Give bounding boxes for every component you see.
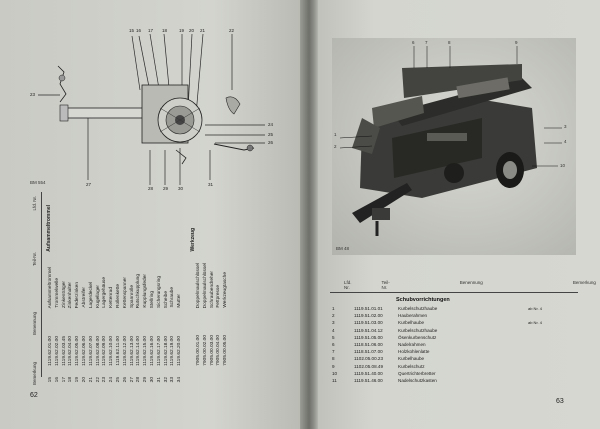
col-header: Teil-Nr.	[32, 252, 37, 267]
cell-nr: 7	[332, 349, 335, 355]
callout-label: 16	[136, 28, 142, 33]
cell-part: 1119.51.02.00	[354, 313, 383, 319]
cell-nr: 2	[332, 313, 335, 319]
cell-desc: Kurbelhaube	[398, 320, 425, 326]
cell-part: 1118.51.07.00	[354, 349, 383, 355]
cell-desc: Kurbelschutzhaube	[398, 306, 438, 311]
cell-part: 1119.62.18.00	[163, 336, 169, 366]
cell-remark	[528, 355, 568, 362]
cell-nr: 8	[332, 356, 335, 362]
photo-callout: 2	[334, 144, 337, 149]
cell-part: 1119.62.17.00	[156, 336, 162, 366]
cell-part: 1119.51.05.00	[354, 334, 383, 340]
callout-label: 26	[268, 140, 274, 145]
callout-label: 20	[189, 28, 195, 33]
cell-desc: Kurbelschutz	[398, 363, 425, 369]
cell-nr: 15	[48, 376, 53, 382]
callout-label: 19	[179, 28, 185, 33]
cell-part: 7905.00.05.00	[223, 335, 229, 366]
callout-label: 23	[30, 92, 36, 97]
section-title: Schubvorrichtungen	[396, 297, 450, 303]
section-title: Werkzeug	[190, 228, 196, 252]
photo-callout: 9	[515, 40, 518, 45]
cell-remark	[528, 370, 568, 377]
col-header: Teil-Nr.	[381, 280, 390, 290]
callout-label: 28	[148, 186, 154, 191]
cell-desc: Doppelmaulschlüssel	[202, 262, 208, 308]
cell-desc: Kupplungsfeder	[143, 274, 149, 308]
cell-nr: 9	[332, 363, 335, 369]
cell-nr: 25	[116, 376, 121, 382]
table-row	[330, 348, 578, 355]
cell-part: 1119.51.40.00	[354, 370, 383, 376]
callout-label: 22	[229, 28, 235, 33]
cell-nr: 10	[332, 370, 338, 376]
table-row	[330, 334, 578, 341]
col-header: Bemerkung	[572, 280, 596, 285]
cell-part: 1119.62.03.45	[61, 336, 67, 366]
cell-nr: 19	[75, 376, 81, 382]
cell-desc: Hauberahmen	[398, 313, 428, 319]
callout-label: 30	[178, 186, 184, 191]
cell-remark: ab Nr. 4	[528, 320, 543, 326]
cell-nr: 30	[150, 376, 155, 382]
cell-desc: Zinkenhalter	[68, 281, 74, 308]
cell-desc: Federzinken	[75, 281, 81, 308]
col-header: Lfd. Nr.	[32, 196, 37, 211]
cell-remark	[528, 312, 568, 319]
cell-nr: 18	[68, 376, 74, 382]
cell-part: 1119.51.01.01	[354, 306, 383, 311]
photo-callout: 1	[334, 132, 337, 137]
cell-part: 1119.51.04.12	[354, 327, 383, 333]
table-header	[330, 280, 596, 293]
cell-part: 1119.51.46.00	[354, 378, 383, 384]
cell-nr: 20	[82, 376, 87, 382]
photo-callout: 10	[560, 163, 566, 168]
cell-desc: Nadelschutzkasten	[398, 378, 437, 384]
cell-remark	[528, 334, 568, 341]
cell-desc: Kettenrad	[109, 287, 115, 308]
cell-part: 1119.62.06.00	[82, 336, 87, 366]
cell-remark	[528, 327, 568, 334]
cell-part: 1119.62.08.00	[95, 336, 101, 366]
cell-nr: 26	[122, 376, 128, 382]
photo-callout: 4	[564, 139, 567, 144]
cell-desc: Schraubendreher	[209, 270, 215, 308]
cell-desc: Kurbelschutzhaube	[398, 327, 438, 333]
col-header: Lfd. Nr.	[344, 280, 352, 290]
cell-nr: 21	[88, 376, 94, 382]
cell-part: 1102.05.00.23	[354, 356, 384, 362]
cell-nr: 17	[61, 376, 67, 382]
cell-nr: 3	[332, 320, 335, 326]
cell-desc: Abstreifer	[82, 287, 87, 308]
cell-part: 1119.62.11.00	[116, 336, 121, 366]
cell-desc: Lagerdeckel	[88, 281, 94, 308]
cell-nr: 27	[129, 376, 135, 382]
cell-nr: 34	[177, 376, 183, 382]
cell-part: 1119.62.12.00	[122, 336, 128, 366]
table-row	[330, 305, 578, 312]
cell-desc: Stellring	[150, 290, 155, 308]
callout-label: 18	[162, 28, 168, 33]
callout-label: 17	[148, 28, 154, 33]
photo-callout: 7	[425, 40, 428, 45]
cell-part: 1119.62.07.00	[88, 336, 94, 366]
table-body	[330, 305, 578, 384]
cell-nr: 11	[332, 378, 337, 384]
cell-part: 1119.62.13.00	[129, 336, 135, 366]
cell-desc: Werkzeugtasche	[223, 272, 229, 308]
cell-nr: 24	[109, 376, 115, 382]
cell-desc: Trommelwelle	[54, 278, 60, 308]
callout-label: 29	[163, 186, 169, 191]
cell-desc: Rollenkette	[116, 284, 121, 308]
cell-remark	[528, 348, 568, 355]
cell-part: 7905.00.03.00	[209, 335, 215, 366]
cell-desc: Doppelmaulschlüssel	[196, 262, 201, 308]
cell-desc: Lagergehäuse	[102, 277, 108, 308]
photo-callout: 6	[412, 40, 415, 45]
cell-part: 1119.62.02.00	[54, 336, 60, 366]
baler-illustration	[332, 38, 576, 255]
figure-ref: BM 554	[30, 180, 46, 185]
cell-remark	[528, 341, 568, 348]
cell-part: 7905.00.01.00	[196, 335, 201, 366]
cell-part: 1119.62.19.00	[170, 336, 176, 366]
cell-desc: Rutschkupplung	[136, 273, 142, 308]
cell-nr: 16	[54, 376, 60, 382]
cell-desc: Kettenspanner	[122, 276, 128, 308]
cell-desc: Mutter	[177, 294, 183, 308]
cell-desc: Kurbelhaube	[398, 356, 425, 362]
col-header: Bemerkung	[32, 362, 37, 386]
cell-nr: 1	[332, 306, 335, 311]
cell-part: 1119.62.15.00	[143, 336, 149, 366]
photo-caption: BM 48	[336, 246, 350, 251]
cell-part: 1102.05.08.49	[354, 363, 384, 369]
photo-callout: 8	[448, 40, 451, 45]
cell-nr: 28	[136, 376, 142, 382]
cell-part: 1118.51.06.00	[354, 342, 383, 348]
cell-remark: ab Nr. 4	[528, 306, 543, 311]
table-row	[330, 363, 578, 370]
cell-desc: Ösenkurbenschutz	[398, 334, 437, 340]
cell-part: 1119.62.16.00	[150, 336, 155, 366]
cell-desc: Zinkenträger	[61, 281, 67, 308]
parts-table	[330, 280, 596, 384]
cell-remark	[528, 363, 568, 370]
cell-desc: Spannrolle	[129, 285, 135, 308]
callout-label: 24	[268, 122, 274, 127]
callout-label: 27	[86, 182, 92, 187]
cell-nr: 32	[163, 376, 169, 382]
page-number: 63	[556, 398, 564, 405]
cell-part: 1119.62.09.00	[102, 336, 108, 366]
cell-part: 1119.62.05.00	[75, 336, 81, 366]
callout-label: 21	[200, 28, 206, 33]
cell-nr: 23	[102, 376, 108, 382]
callout-label: 25	[268, 132, 274, 137]
cell-nr: 4	[332, 327, 335, 333]
cell-desc: Kugellager	[95, 285, 101, 308]
cell-nr: 31	[156, 376, 162, 382]
baler-photo	[332, 38, 576, 255]
table-row	[330, 341, 578, 348]
callout-label: 31	[208, 182, 214, 187]
cell-part: 1119.62.14.00	[136, 336, 142, 366]
table-row	[330, 327, 578, 334]
cell-part: 1119.62.04.00	[68, 336, 74, 366]
callout-label: 15	[129, 28, 135, 33]
cell-part: 1119.62.01.00	[48, 336, 53, 366]
section-title: Aufsammeltrommel	[46, 205, 52, 252]
cell-nr: 33	[170, 376, 176, 382]
cell-desc: Aufsammeltrommel	[48, 266, 53, 308]
cell-part: 1119.62.10.00	[109, 336, 115, 366]
cell-nr: 5	[332, 334, 335, 340]
cell-remark	[528, 377, 568, 384]
table-row	[330, 370, 578, 377]
table-row	[330, 319, 578, 326]
cell-desc: Fettpresse	[216, 285, 222, 308]
book-gutter	[300, 0, 320, 429]
cell-nr: 6	[332, 342, 335, 348]
cell-desc: Nadelrahmen	[398, 342, 426, 348]
table-row	[330, 355, 578, 362]
cell-part: 1119.62.20.00	[177, 336, 183, 366]
cell-part: 1119.51.03.00	[354, 320, 383, 326]
page-number: 62	[30, 392, 38, 399]
table-row	[330, 312, 578, 319]
photo-callout: 3	[564, 124, 567, 129]
cell-desc: Sicherungsring	[156, 276, 162, 308]
cell-desc: Schraube	[170, 287, 176, 308]
cell-part: 7905.00.04.00	[216, 335, 222, 366]
cell-desc: Quertrichterbretter	[398, 370, 436, 376]
cell-desc: Scheibe	[163, 290, 169, 308]
table-row	[330, 377, 578, 384]
cell-desc: Holzkohlenlatte	[398, 349, 430, 355]
cell-nr: 29	[143, 376, 149, 382]
cell-part: 7905.00.02.00	[202, 335, 208, 366]
cell-nr: 22	[95, 376, 101, 382]
col-header: Benennung	[32, 312, 37, 336]
col-header: Benennung	[459, 280, 483, 285]
